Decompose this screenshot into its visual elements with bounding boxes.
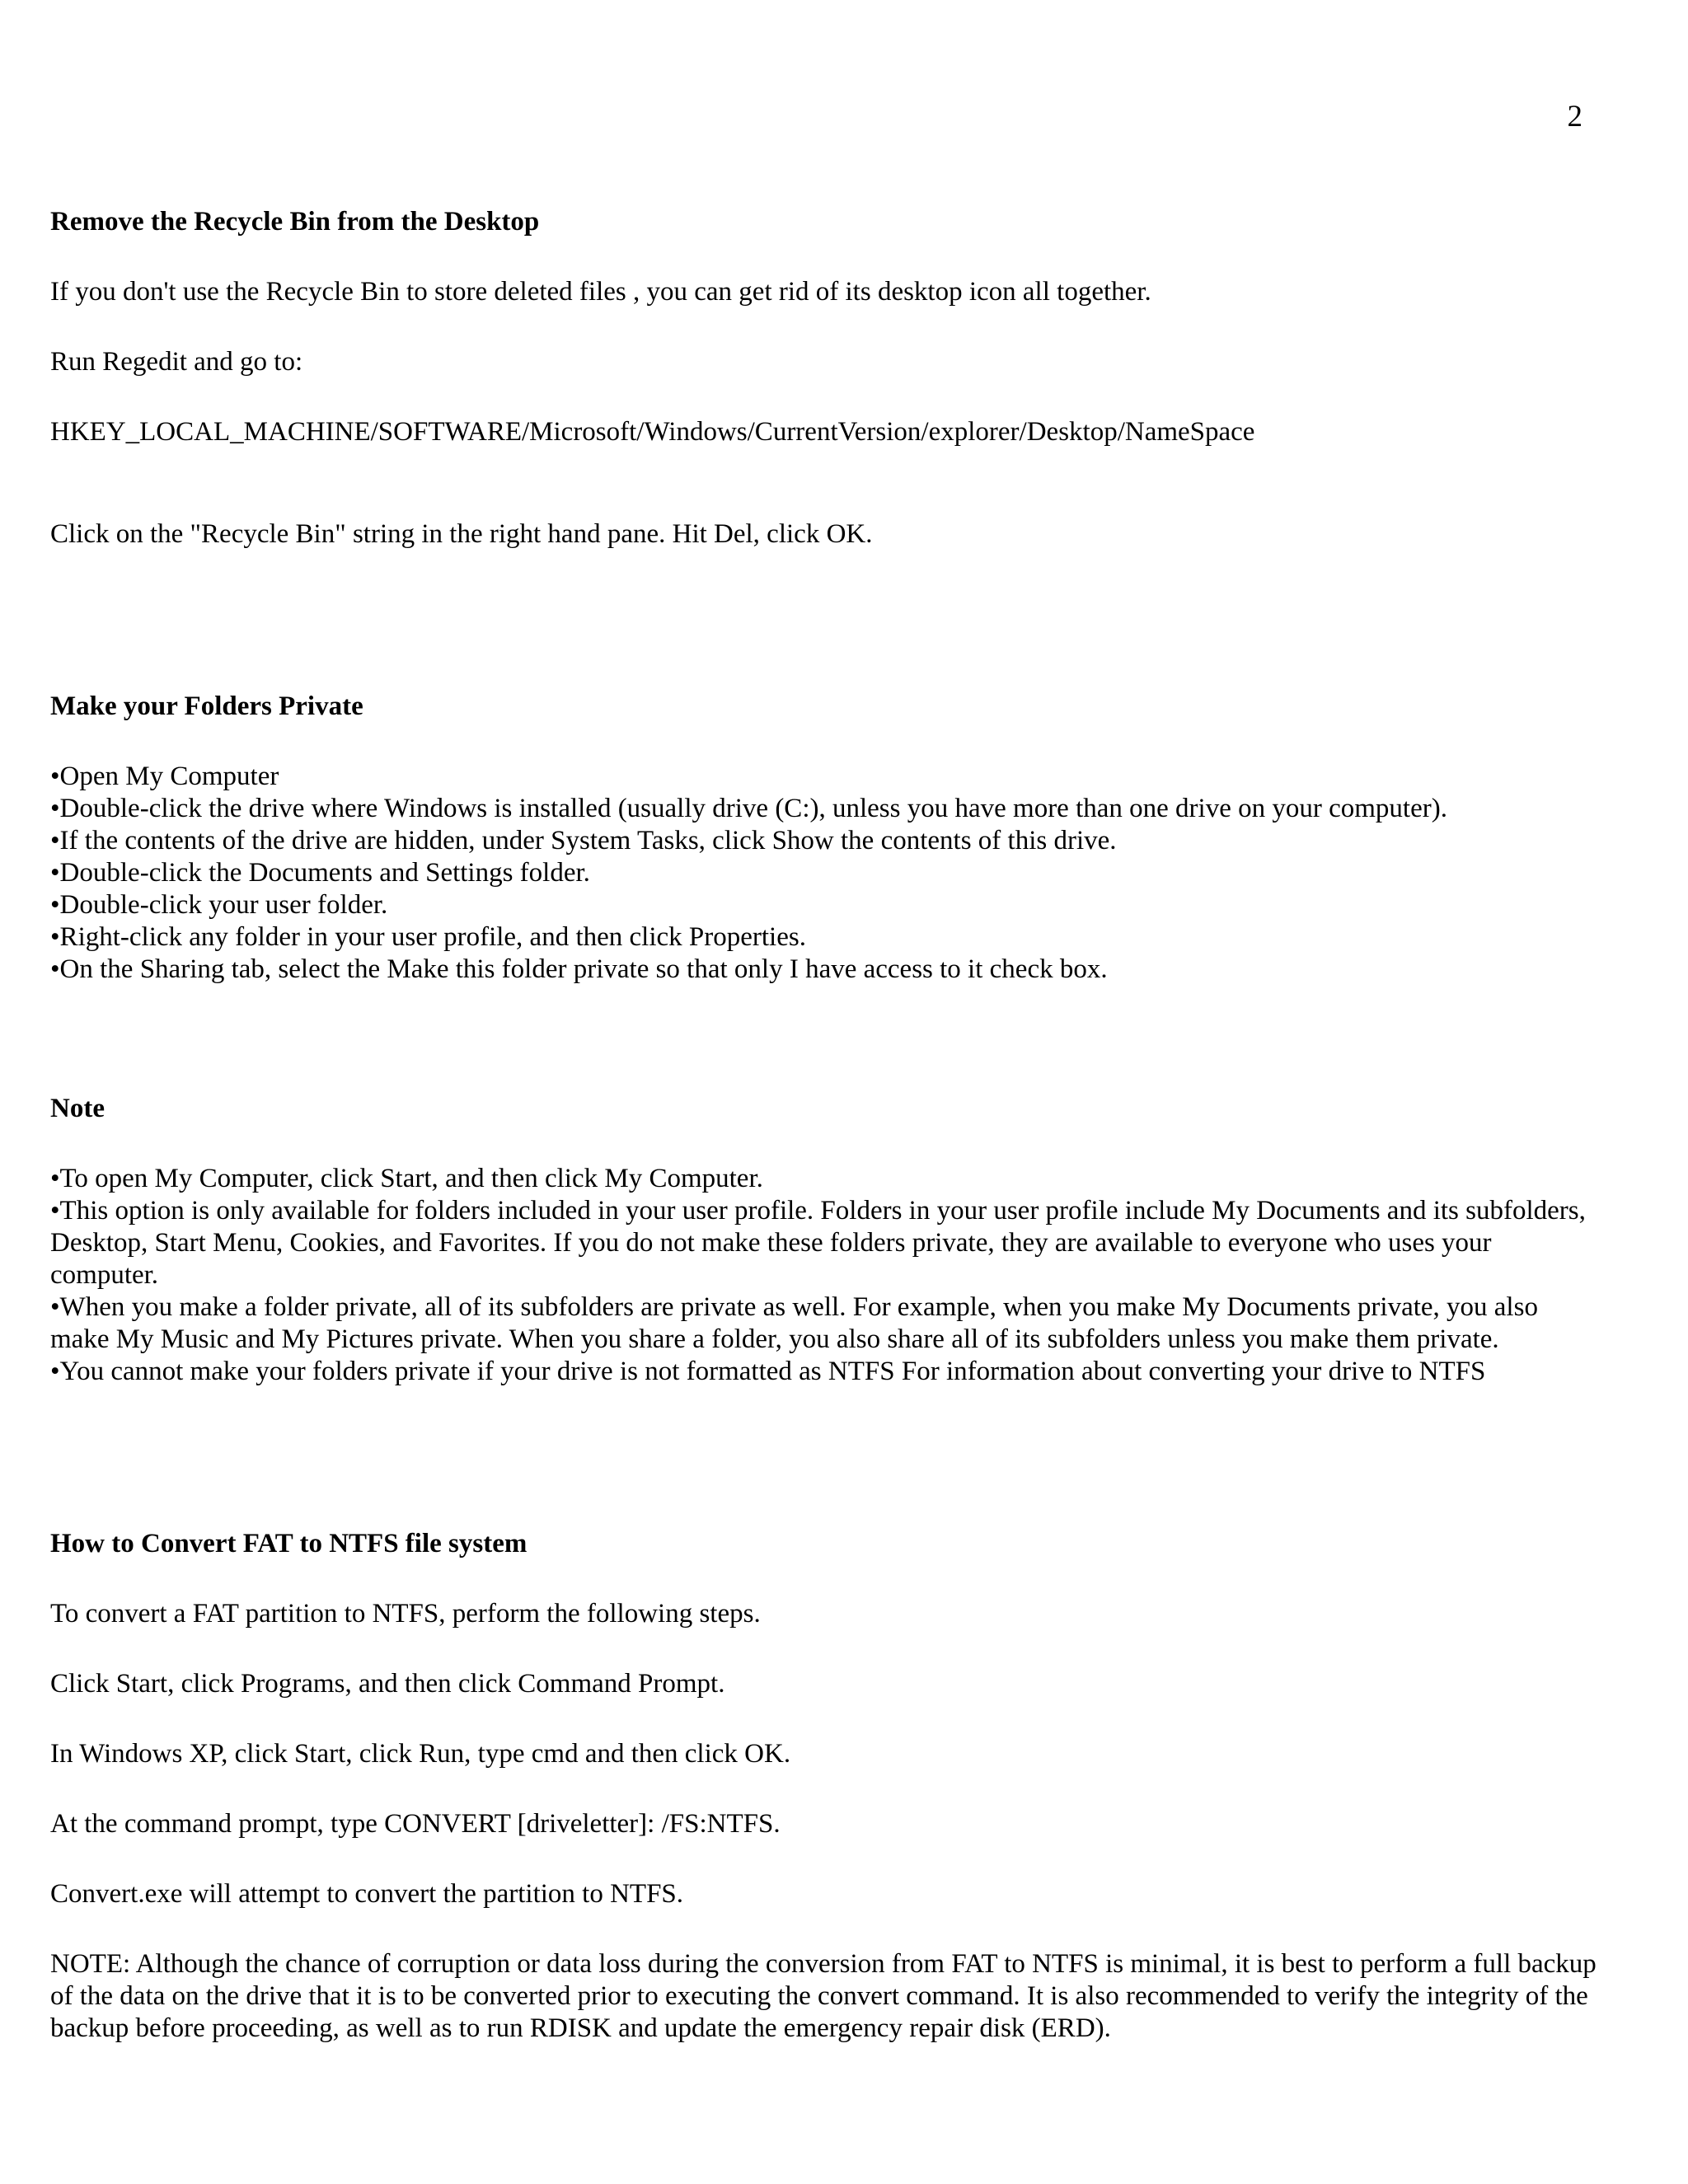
recycle-paragraph-2: Run Regedit and go to:	[50, 347, 303, 377]
convert-paragraph-2: Click Start, click Programs, and then click Command Prompt.	[50, 1669, 725, 1699]
section-heading-convert: How to Convert FAT to NTFS file system	[50, 1529, 528, 1558]
list-item: •Double-click the Documents and Settings folder.	[50, 858, 590, 888]
private-steps-list	[50, 761, 1600, 986]
section-heading-folders-private: Make your Folders Private	[50, 691, 363, 721]
list-item: •To open My Computer, click Start, and then click My Computer.	[50, 1164, 763, 1193]
convert-paragraph-1: To convert a FAT partition to NTFS, perform the following steps.	[50, 1599, 761, 1629]
recycle-paragraph-4: Click on the "Recycle Bin" string in the right hand pane. Hit Del, click OK.	[50, 519, 873, 549]
section-heading-note: Note	[50, 1094, 105, 1123]
list-item: •Right-click any folder in your user profile, and then click Properties.	[50, 922, 806, 952]
registry-path: HKEY_LOCAL_MACHINE/SOFTWARE/Microsoft/Windows/CurrentVersion/explorer/Desktop/NameSpace	[50, 417, 1255, 447]
list-item: •This option is only available for folders included in your user profile. Folders in your user profile include My Documents and its subfolders, Desktop, Start Menu, Cookies, and Favorites. If you do not make these folders private, they are available to everyone who uses your computer.	[50, 1196, 1586, 1290]
list-item: •On the Sharing tab, select the Make this folder private so that only I have access to it check box.	[50, 954, 1108, 984]
list-item: •You cannot make your folders private if your drive is not formatted as NTFS For information about converting your drive to NTFS	[50, 1357, 1486, 1386]
list-item: •Open My Computer	[50, 762, 279, 791]
list-item: •Double-click your user folder.	[50, 890, 388, 920]
section-heading-recycle-bin: Remove the Recycle Bin from the Desktop	[50, 207, 540, 237]
list-item: •When you make a folder private, all of its subfolders are private as well. For example, when you make My Documents private, you also make My Music and My Pictures private. When you share a folder, you also share all of its subfolders unless you make them private.	[50, 1292, 1538, 1354]
document-body	[50, 206, 1600, 2045]
convert-note-paragraph: NOTE: Although the chance of corruption or data loss during the conversion from FAT to NTFS is minimal, it is best to perform a full backup of the data on the drive that it is to be converted prior to executing the convert command. It is also recommended to verify the integrity of the backup before proceeding, as well as to run RDISK and update the emergency repair disk (ERD).	[50, 1949, 1597, 2043]
convert-paragraph-5: Convert.exe will attempt to convert the partition to NTFS.	[50, 1879, 684, 1909]
note-list	[50, 1163, 1600, 1388]
convert-paragraph-4: At the command prompt, type CONVERT [driveletter]: /FS:NTFS.	[50, 1809, 781, 1839]
list-item: •Double-click the drive where Windows is installed (usually drive (C:), unless you have more than one drive on your computer).	[50, 794, 1447, 823]
page-number: 2	[1567, 100, 1582, 134]
convert-paragraph-3: In Windows XP, click Start, click Run, type cmd and then click OK.	[50, 1739, 791, 1769]
recycle-paragraph-1: If you don't use the Recycle Bin to store deleted files , you can get rid of its desktop icon all together.	[50, 277, 1151, 307]
list-item: •If the contents of the drive are hidden, under System Tasks, click Show the contents of this drive.	[50, 826, 1117, 855]
